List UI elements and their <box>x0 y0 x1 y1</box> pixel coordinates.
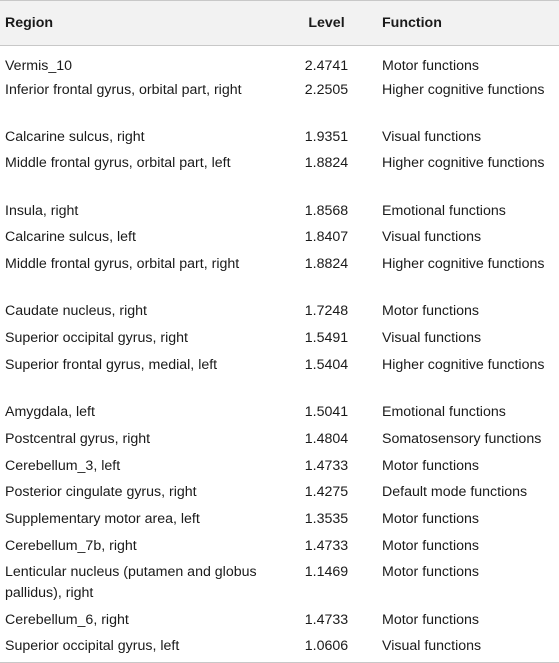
cell-level: 1.8407 <box>304 229 349 246</box>
table-row <box>0 80 559 127</box>
table-row <box>0 402 559 429</box>
table-row <box>0 429 559 456</box>
cell-region: Postcentral gyrus, right <box>5 430 151 447</box>
table-row <box>0 610 559 637</box>
cell-region: Cerebellum_3, left <box>5 457 121 474</box>
table-row <box>0 201 559 228</box>
cell-level: 1.5404 <box>304 356 349 373</box>
cell-function: Higher cognitive functions <box>382 256 545 273</box>
cell-region: Vermis_10 <box>5 58 73 74</box>
cell-region: Middle frontal gyrus, orbital part, right <box>5 256 240 273</box>
table-row <box>0 456 559 483</box>
cell-function: Default mode functions <box>382 484 528 501</box>
header-level: Level <box>308 15 345 31</box>
cell-region: Insula, right <box>5 202 79 219</box>
table-row <box>0 46 559 80</box>
table-row <box>0 509 559 536</box>
header-region: Region <box>5 15 54 31</box>
cell-region: Superior occipital gyrus, right <box>5 330 188 347</box>
cell-level: 1.8824 <box>304 155 349 172</box>
cell-region: Middle frontal gyrus, orbital part, left <box>5 155 231 172</box>
cell-level: 1.5041 <box>304 404 349 421</box>
cell-function: Visual functions <box>382 638 482 655</box>
cell-function: Visual functions <box>382 330 482 347</box>
header-row <box>0 1 559 46</box>
cell-region: Cerebellum_6, right <box>5 611 129 628</box>
cell-region: Lenticular nucleus (putamen and globus pallidus), right <box>5 564 257 601</box>
cell-level: 2.4741 <box>304 58 349 74</box>
cell-region: Caudate nucleus, right <box>5 303 147 320</box>
cell-function: Motor functions <box>382 537 479 554</box>
table-row <box>0 153 559 200</box>
cell-function: Visual functions <box>382 229 482 246</box>
cell-function: Emotional functions <box>382 202 506 219</box>
cell-level: 1.4804 <box>304 430 349 447</box>
cell-function: Motor functions <box>382 564 479 581</box>
cell-function: Motor functions <box>382 303 479 320</box>
table-body <box>0 46 559 663</box>
cell-level: 1.1469 <box>304 564 349 581</box>
header-function: Function <box>382 15 442 31</box>
table-header <box>0 1 559 46</box>
cell-function: Somatosensory functions <box>382 430 542 447</box>
table-row <box>0 562 559 609</box>
table-row <box>0 254 559 301</box>
cell-region: Inferior frontal gyrus, orbital part, right <box>5 81 242 98</box>
cell-function: Motor functions <box>382 510 479 527</box>
cell-region: Amygdala, left <box>5 404 95 421</box>
table-row <box>0 227 559 254</box>
cell-function: Emotional functions <box>382 404 506 421</box>
table-row <box>0 127 559 154</box>
cell-region: Calcarine sulcus, right <box>5 128 145 145</box>
cell-level: 1.4733 <box>304 611 349 628</box>
cell-region: Posterior cingulate gyrus, right <box>5 484 197 501</box>
cell-level: 1.4733 <box>304 537 349 554</box>
cell-level: 1.8568 <box>304 202 349 219</box>
table-row <box>0 355 559 402</box>
table-row <box>0 482 559 509</box>
cell-region: Superior frontal gyrus, medial, left <box>5 356 218 373</box>
cell-function: Higher cognitive functions <box>382 81 545 98</box>
cell-function: Visual functions <box>382 128 482 145</box>
cell-function: Higher cognitive functions <box>382 155 545 172</box>
cell-level: 1.9351 <box>304 128 349 145</box>
cell-level: 1.3535 <box>304 510 349 527</box>
cell-level: 1.7248 <box>304 303 349 320</box>
cell-function: Motor functions <box>382 457 479 474</box>
cell-level: 1.5491 <box>304 330 349 347</box>
table-row <box>0 536 559 563</box>
cell-region: Cerebellum_7b, right <box>5 537 137 554</box>
cell-region: Superior occipital gyrus, left <box>5 638 180 655</box>
cell-function: Motor functions <box>382 611 479 628</box>
cell-function: Motor functions <box>382 58 479 74</box>
cell-level: 1.0606 <box>304 638 349 655</box>
cell-level: 1.8824 <box>304 256 349 273</box>
table-row <box>0 636 559 663</box>
cell-level: 1.4733 <box>304 457 349 474</box>
cell-region: Supplementary motor area, left <box>5 510 200 527</box>
cell-level: 1.4275 <box>304 484 349 501</box>
table-row <box>0 328 559 355</box>
cell-region: Calcarine sulcus, left <box>5 229 136 246</box>
cell-function: Higher cognitive functions <box>382 356 545 373</box>
table-row <box>0 301 559 328</box>
cell-level: 2.2505 <box>304 81 349 98</box>
